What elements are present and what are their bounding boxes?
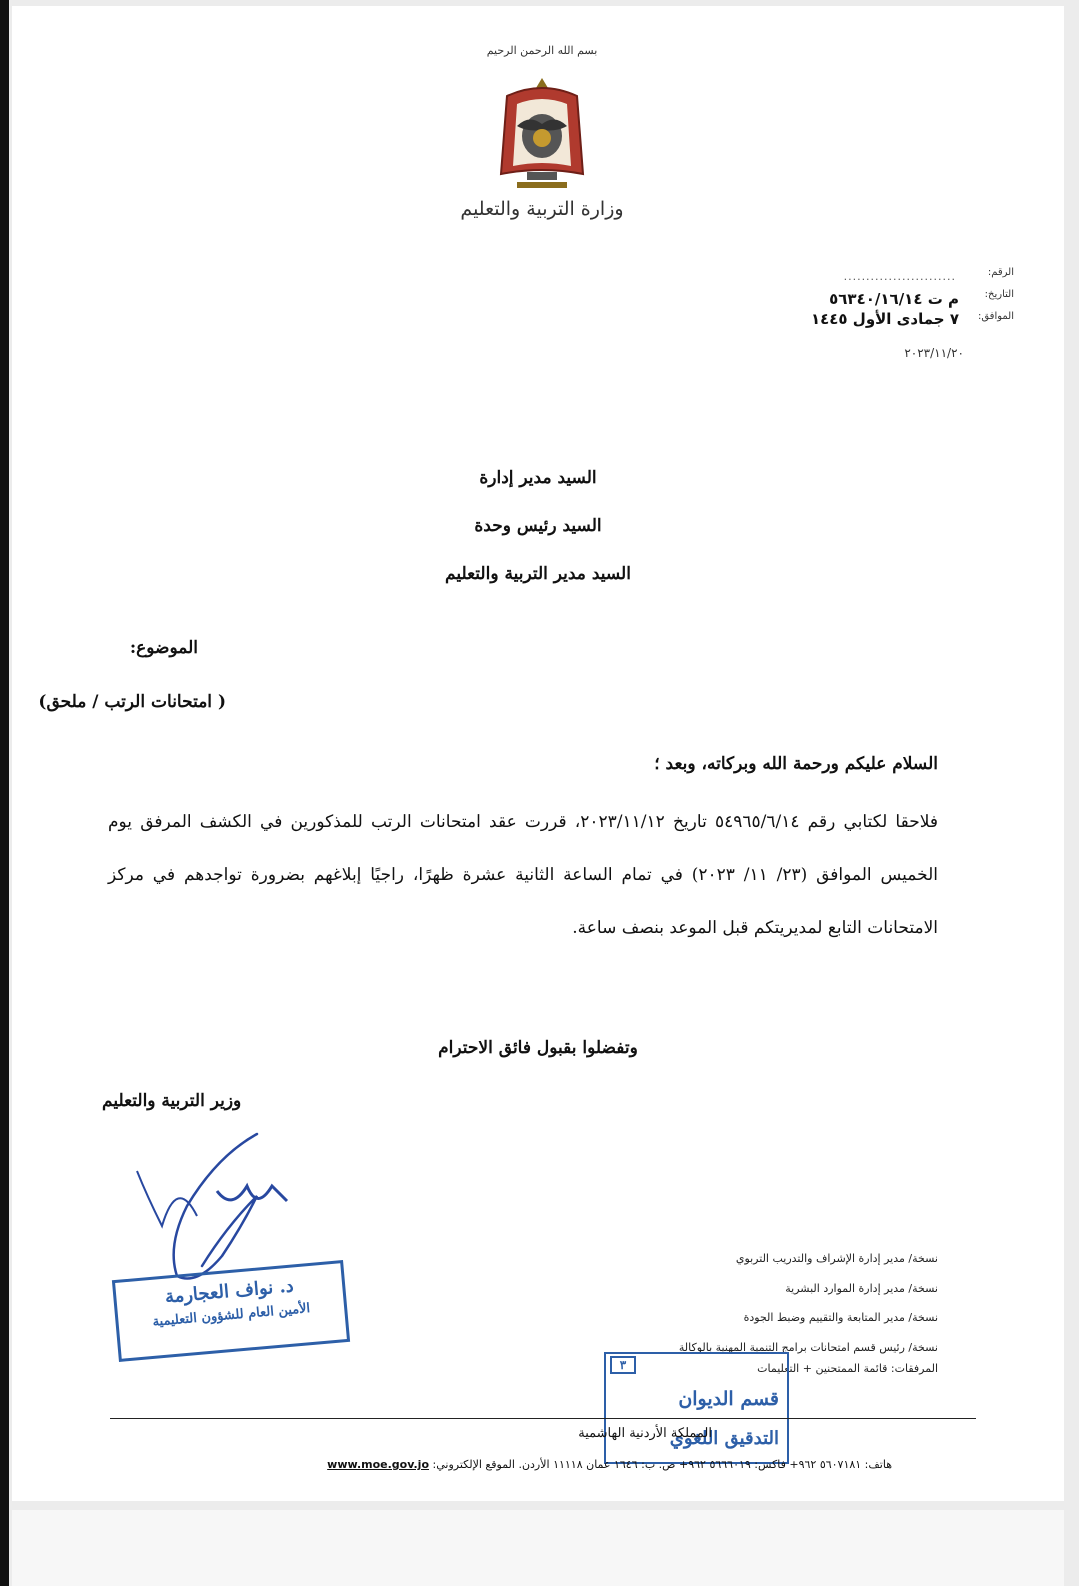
stamp-title: الأمين العام للشؤون التعليمية — [152, 1301, 311, 1330]
review-stamp — [604, 1352, 789, 1464]
jordan-coat-of-arms-icon — [487, 74, 597, 194]
greeting: السلام عليكم ورحمة الله وبركاته، وبعد ؛ — [654, 754, 938, 774]
recipients-block — [12, 454, 1064, 598]
next-page-edge — [12, 1510, 1064, 1586]
signatory-title: وزير التربية والتعليم — [102, 1091, 242, 1111]
reference-values — [699, 290, 959, 329]
subject-label: الموضوع: — [129, 638, 198, 658]
letter-page — [12, 6, 1064, 1501]
copy-line: نسخة/ رئيس قسم امتحانات برامج التنمية المهنية بالوكالة — [678, 1340, 938, 1354]
footer-divider — [110, 1418, 976, 1419]
scan-edge — [0, 0, 9, 1586]
recipient-line: السيد مدير التربية والتعليم — [445, 564, 631, 584]
ministry-name: وزارة التربية والتعليم — [460, 198, 624, 220]
hijri-date: ٧ جمادى الأول ١٤٤٥ — [810, 309, 959, 328]
corresponding-label: الموافق: — [977, 311, 1014, 322]
footer-kingdom: المملكة الأردنية الهاشمية — [578, 1426, 712, 1441]
stamp-number: ٣ — [610, 1356, 636, 1374]
copy-line: نسخة/ مدير إدارة الموارد البشرية — [785, 1281, 938, 1295]
stamp-line-2: التدقيق اللغوي — [669, 1428, 779, 1449]
website-link[interactable]: www.moe.gov.jo — [327, 1458, 430, 1471]
number-label: الرقم: — [987, 267, 1014, 278]
body-paragraph: فلاحقا لكتابي رقم ٥٤٩٦٥/٦/١٤ تاريخ ٢٠٢٣/١١/١٢، قررت عقد امتحانات الرتب للمذكورين في الكشف المرفق يوم الخميس الموافق (٢٣/ ١١/ ٢٠٢٣) في تمام الساعة الثانية عشرة ظهرًا، راجيًا إبلاغهم بضرورة تواجدهم في مركز الامتحانات التابع لمديريتكم قبل الموعد بنصف ساعة. — [108, 812, 938, 938]
recipient-line: السيد مدير إدارة — [479, 468, 597, 488]
copy-line: نسخة/ مدير إدارة الإشراف والتدريب التربوي — [735, 1252, 938, 1265]
stamp-line-1: قسم الديوان — [678, 1388, 779, 1410]
attachments: المرفقات: قائمة الممتحنين + التعليمات — [757, 1362, 938, 1375]
copy-line: نسخة/ مدير المتابعة والتقييم وضبط الجودة — [743, 1311, 938, 1324]
basmala: بسم الله الرحمن الرحيم — [486, 44, 598, 57]
footer-contact — [182, 1458, 892, 1471]
gregorian-date: ٢٠٢٣/١١/٢٠ — [904, 346, 964, 360]
copies-list — [518, 1244, 938, 1362]
stamp-name: د. نواف العجارمة — [164, 1275, 295, 1308]
reference-number: م ت ٥٦٣٤٠/١٦/١٤ — [829, 290, 959, 308]
contact-text: هاتف: ٥٦٠٧١٨١ ٩٦٢+ فاكس: ٥٦٦٦٠١٩ ٩٦٢+ ص. ب: ١٦٤٦ عمان ١١١١٨ الأردن. الموقع الإلكتروني: — [432, 1458, 892, 1471]
closing: وتفضلوا بقبول فائق الاحترام — [438, 1038, 638, 1058]
number-dots: ......................... — [843, 270, 956, 283]
date-label: التاريخ: — [984, 289, 1014, 300]
recipient-line: السيد رئيس وحدة — [474, 516, 602, 536]
subject-text: ( امتحانات الرتب / ملحق) — [38, 692, 226, 712]
